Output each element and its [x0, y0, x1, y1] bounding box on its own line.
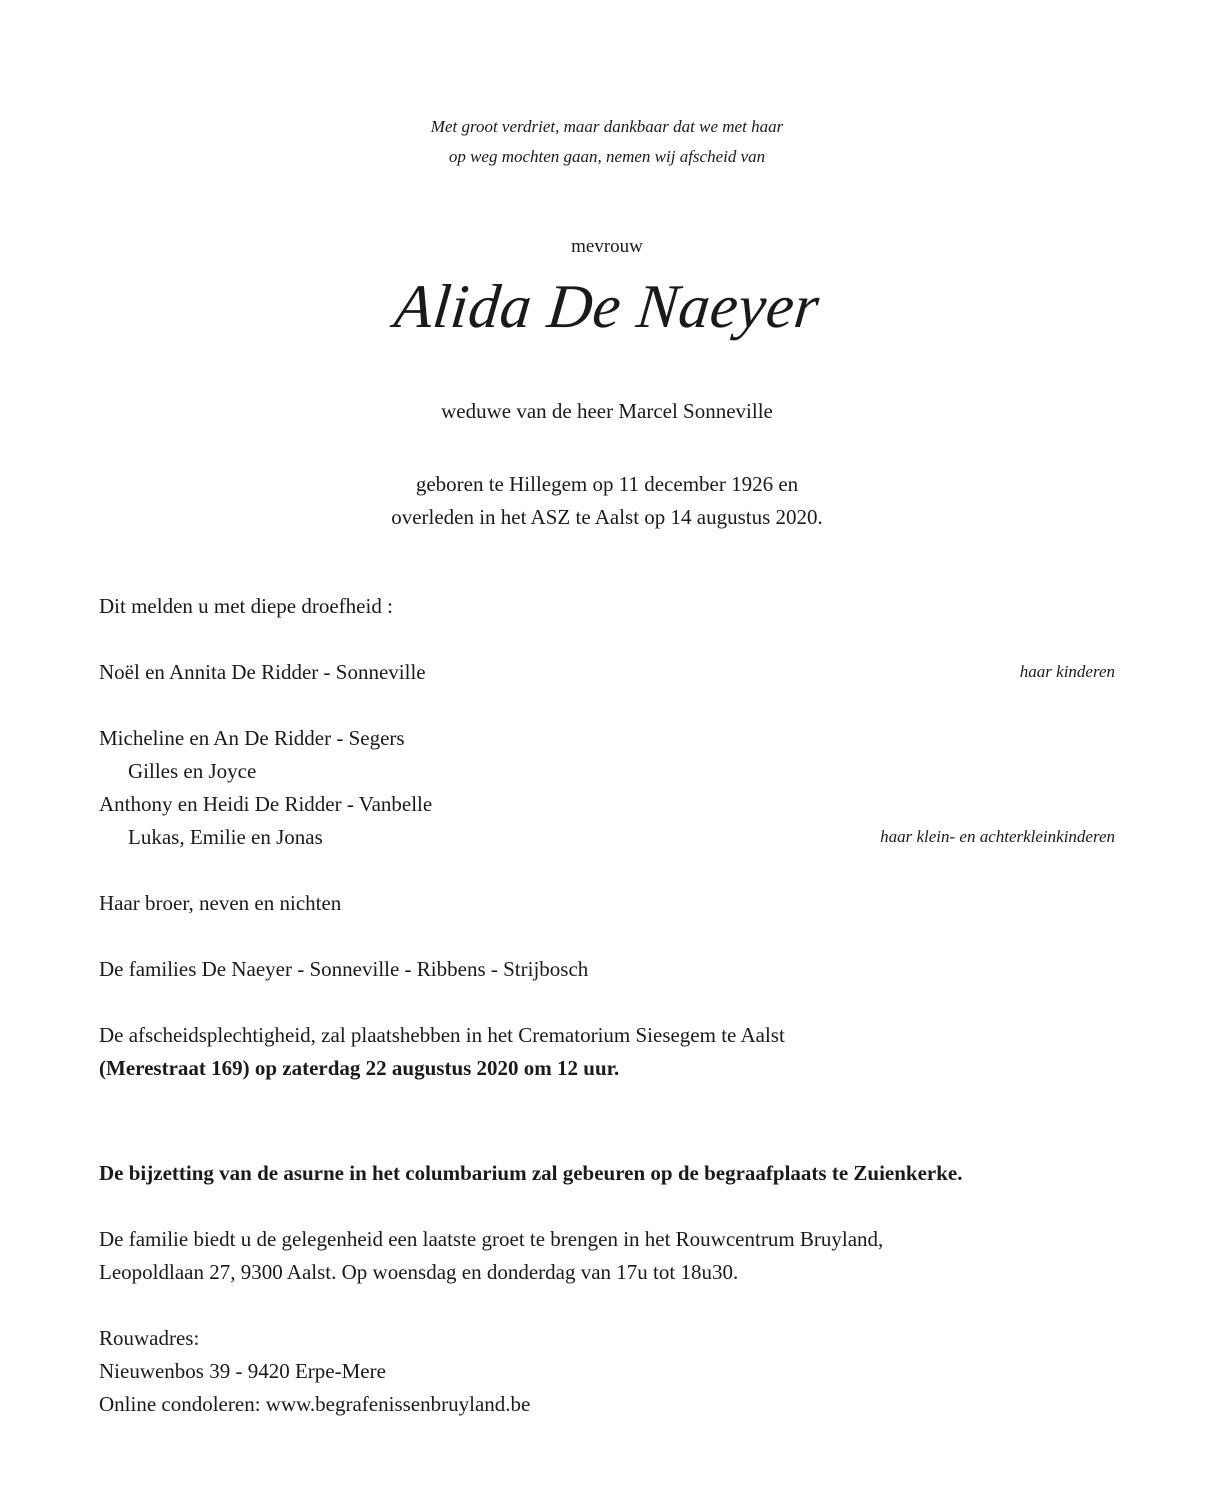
contact-online: Online condoleren: www.begrafenissenbruyland.be [99, 1392, 531, 1416]
widow-of: weduwe van de heer Marcel Sonneville [441, 399, 773, 423]
ceremony-line-2: (Merestraat 169) op zaterdag 22 augustus 2020 om 12 uur. [99, 1056, 620, 1080]
visit-line-1: De familie biedt u de gelegenheid een laatste groet te brengen in het Rouwcentrum Bruyland, [99, 1227, 884, 1251]
interment: De bijzetting van de asurne in het columbarium zal gebeuren op de begraafplaats te Zuienkerke. [99, 1161, 963, 1185]
grandchildren-family-2-kids: Lukas, Emilie en Jonas [128, 825, 323, 849]
grandchildren-label: haar klein- en achterkleinkinderen [880, 827, 1115, 846]
deceased-name: Alida De Naeyer [391, 273, 823, 341]
contact-heading: Rouwadres: [99, 1326, 200, 1350]
children-label: haar kinderen [1019, 662, 1115, 681]
families: De families De Naeyer - Sonneville - Ribbens - Strijbosch [99, 957, 589, 981]
intro-line-2: op weg mochten gaan, nemen wij afscheid van [448, 147, 766, 166]
visit-line-2: Leopoldlaan 27, 9300 Aalst. Op woensdag en donderdag van 17u tot 18u30. [99, 1260, 739, 1284]
death-line: overleden in het ASZ te Aalst op 14 augustus 2020. [391, 505, 823, 529]
grandchildren-family-1-kids: Gilles en Joyce [128, 759, 257, 783]
birth-line: geboren te Hillegem op 11 december 1926 en [415, 472, 799, 496]
announcement: Dit melden u met diepe droefheid : [99, 594, 393, 618]
siblings: Haar broer, neven en nichten [99, 891, 342, 915]
ceremony-line-1: De afscheidsplechtigheid, zal plaatshebben in het Crematorium Siesegem te Aalst [99, 1023, 785, 1047]
children-names: Noël en Annita De Ridder - Sonneville [99, 660, 426, 684]
deceased-prefix: mevrouw [571, 236, 643, 257]
contact-address: Nieuwenbos 39 - 9420 Erpe-Mere [99, 1359, 386, 1383]
grandchildren-family-1: Micheline en An De Ridder - Segers [99, 726, 405, 750]
grandchildren-family-2: Anthony en Heidi De Ridder - Vanbelle [99, 792, 433, 816]
intro-line-1: Met groot verdriet, maar dankbaar dat we met haar [430, 117, 784, 136]
